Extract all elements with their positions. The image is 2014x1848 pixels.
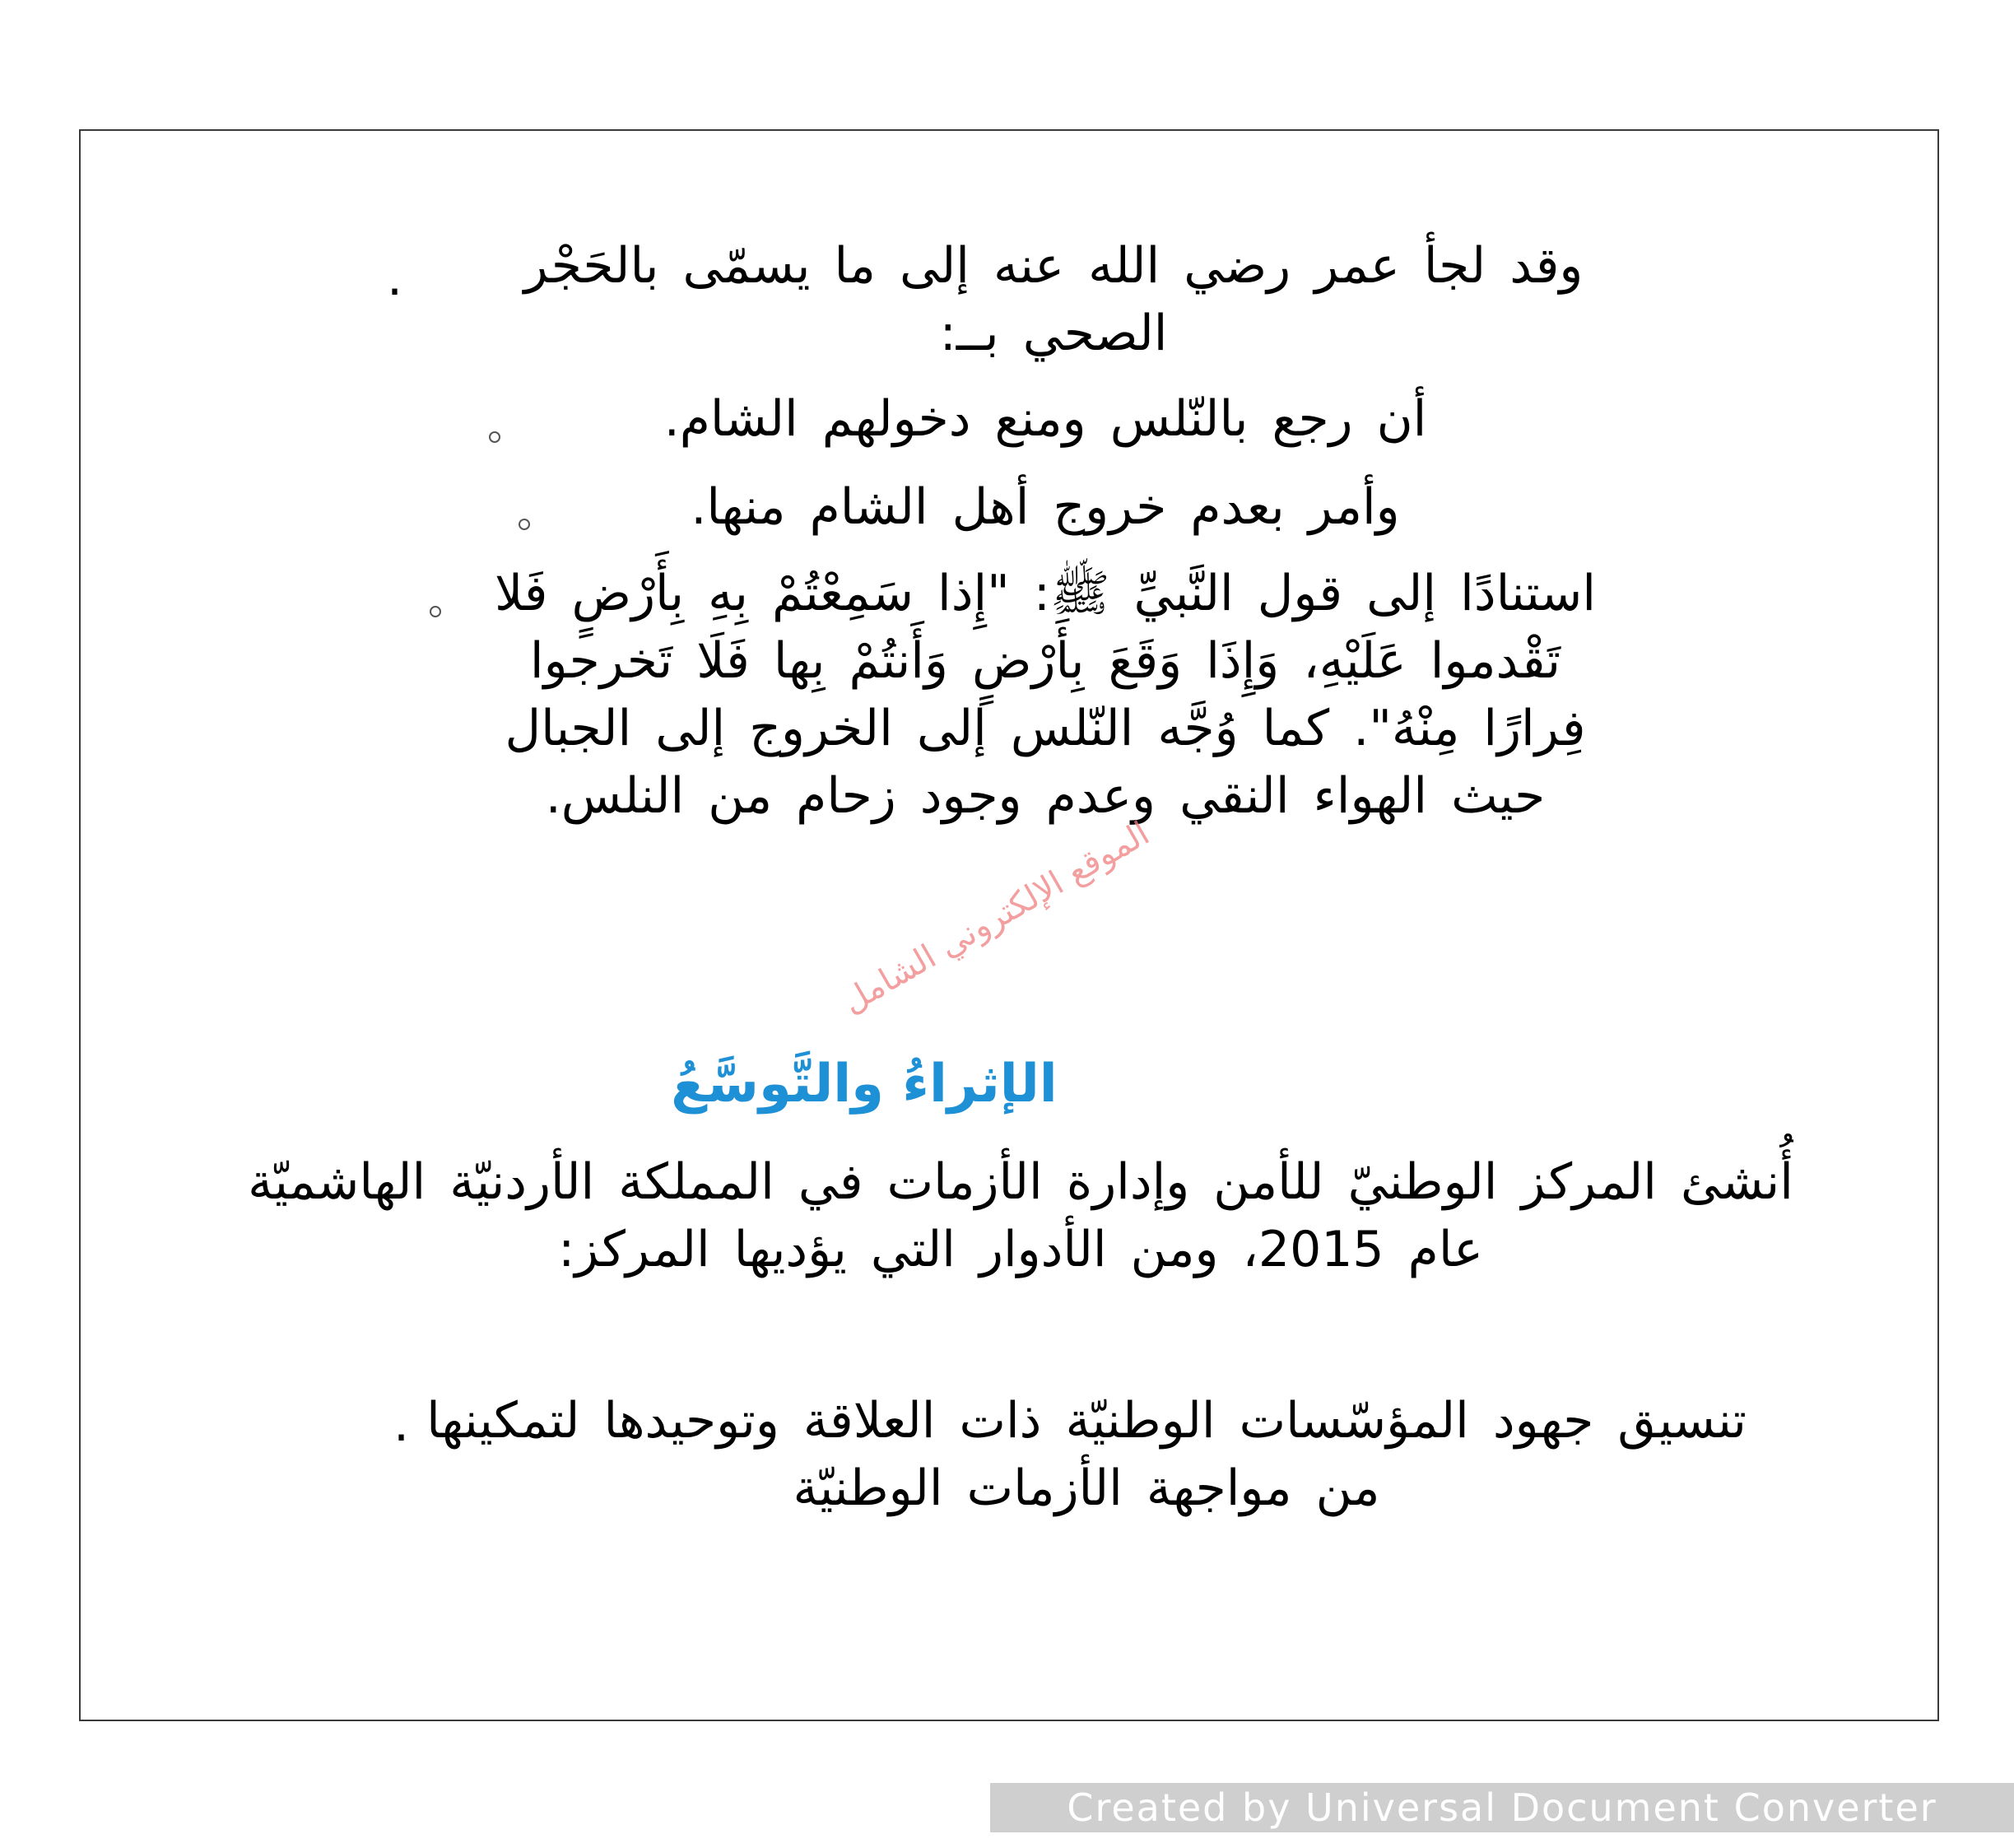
watermark-stamp: الموقع الإلكتروني الشامل [835, 814, 1156, 1022]
bullet-dot: . [387, 249, 403, 307]
intro-paragraph: وقد لجأ عمر رضي الله عنه إلى ما يسمّى بالحَجْر الصحي بــ: [523, 237, 1584, 362]
circle-bullet-icon [519, 519, 530, 530]
circle-bullet-icon [489, 431, 500, 443]
center-paragraph: أُنشئ المركز الوطنيّ للأمن وإدارة الأزمات في المملكة الأردنيّة الهاشميّة عام 2015، ومن الأدوار التي يؤديها المركز: [248, 1153, 1793, 1278]
list-item-hadith: استنادًا إلى قول النَّبيِّ ﷺ: "إِذا سَمِعْتُمْ بِهِ بِأَرْضٍ فَلا تَقْدموا عَلَيْهِ، وَإِذَا وَقَعَ بِأَرْضٍ وَأَنتُمْ بِها فَلَا تَخرجوا فِرارًا مِنْهُ". كما وُجَّه النّلس إلى الخروج إلى الجبال حيث الهواء النقي وعدم وجود زحام من النلس. [494, 565, 1597, 825]
list-item-coordination: تنسيق جهود المؤسّسات الوطنيّة ذات العلاقة وتوحيدها لتمكينها من مواجهة الأزمات الوطنيّة [426, 1392, 1747, 1517]
list-item-return: أن رجع بالنّلس ومنع دخولهم الشام. [663, 390, 1427, 448]
converter-banner: Created by Universal Document Converter [990, 1783, 2014, 1832]
bullet-dot: . [393, 1395, 410, 1453]
circle-bullet-icon [430, 606, 441, 617]
section-heading: الإثراءُ والتَّوسَّعُ [671, 1054, 1058, 1115]
list-item-prohibit-exit: وأمر بعدم خروج أهل الشام منها. [691, 478, 1400, 536]
